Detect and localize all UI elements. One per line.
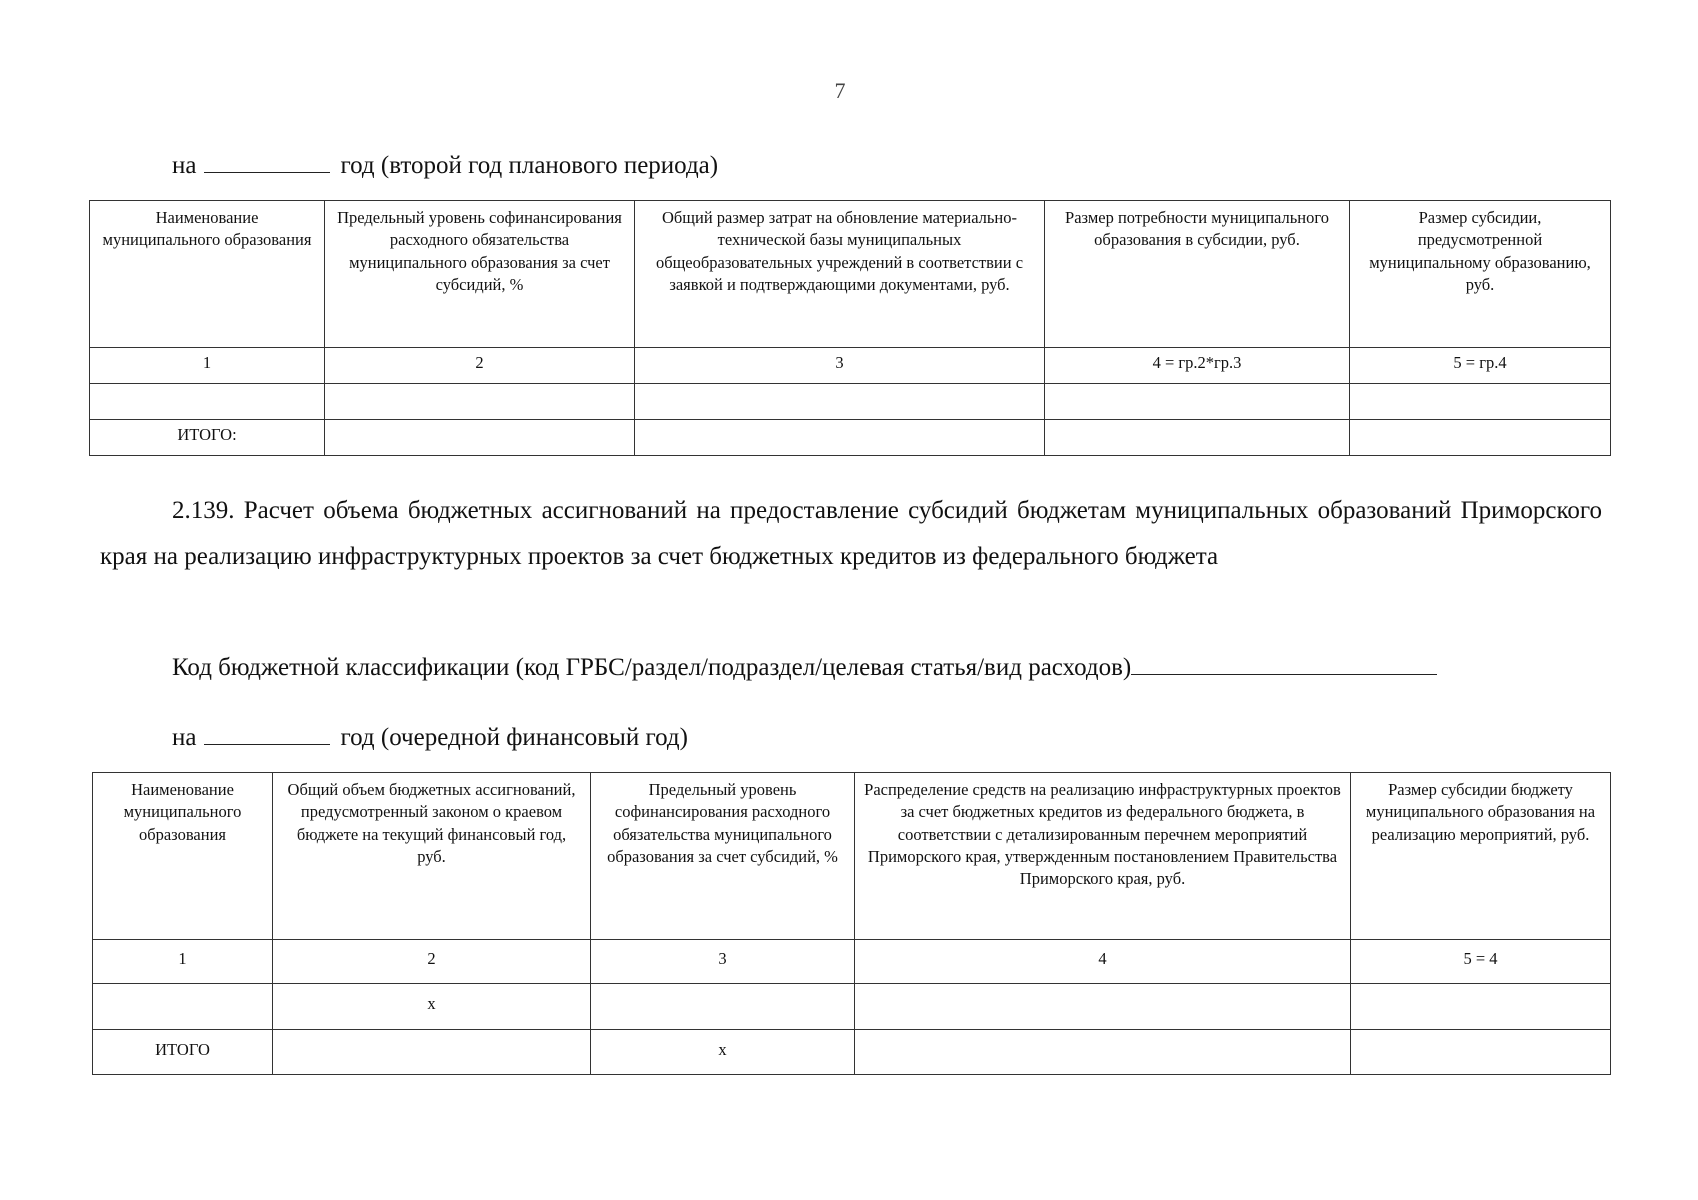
table-header-row <box>90 201 1611 348</box>
empty-cell <box>1045 420 1350 456</box>
table-header-row <box>93 773 1611 940</box>
header-cell: Общий объем бюджетных ассигнований, предусмотренный законом о краевом бюджете на текущий финансовый год, руб. <box>273 773 591 940</box>
header-cell: Наименование муниципального образования <box>93 773 273 940</box>
column-number: 3 <box>635 348 1045 384</box>
column-number: 4 <box>855 940 1351 984</box>
year-blank-field <box>204 743 330 745</box>
period-prefix: на <box>172 152 197 179</box>
empty-cell <box>273 1030 591 1075</box>
column-number: 2 <box>325 348 635 384</box>
budget-classification-line <box>172 654 1437 682</box>
column-number: 5 = гр.4 <box>1350 348 1611 384</box>
section-heading: 2.139. Расчет объема бюджетных ассигнований на предоставление субсидий бюджетам муниципальных образований Приморского края на реализацию инфраструктурных проектов за счет бюджетных кредитов из федерального бюджета <box>100 497 1602 570</box>
column-number: 1 <box>90 348 325 384</box>
empty-cell <box>1350 384 1611 420</box>
not-applicable-mark: х <box>591 1030 855 1075</box>
period-prefix: на <box>172 724 197 751</box>
budget-code-blank-field <box>1131 673 1437 675</box>
total-row <box>93 1030 1611 1075</box>
empty-cell <box>93 984 273 1030</box>
empty-cell <box>855 984 1351 1030</box>
column-number-row <box>93 940 1611 984</box>
empty-cell <box>1350 420 1611 456</box>
header-cell: Общий размер затрат на обновление материально-технической базы муниципальных общеобразовательных учреждений в соответствии с заявкой и подтверждающими документами, руб. <box>635 201 1045 348</box>
total-row <box>90 420 1611 456</box>
header-cell: Наименование муниципального образования <box>90 201 325 348</box>
header-cell: Размер субсидии бюджету муниципального образования на реализацию мероприятий, руб. <box>1351 773 1611 940</box>
budget-classification-label: Код бюджетной классификации (код ГРБС/раздел/подраздел/целевая статья/вид расходов) <box>172 654 1132 681</box>
empty-cell <box>635 420 1045 456</box>
column-number: 1 <box>93 940 273 984</box>
column-number: 5 = 4 <box>1351 940 1611 984</box>
column-number: 4 = гр.2*гр.3 <box>1045 348 1350 384</box>
subsidy-table-1 <box>89 200 1611 456</box>
empty-cell <box>1351 1030 1611 1075</box>
column-number-row <box>90 348 1611 384</box>
period-line-2 <box>172 724 688 752</box>
empty-cell <box>90 384 325 420</box>
table-row <box>90 384 1611 420</box>
total-label: ИТОГО: <box>90 420 325 456</box>
subsidy-table-2 <box>92 772 1611 1075</box>
header-cell: Размер потребности муниципального образования в субсидии, руб. <box>1045 201 1350 348</box>
header-cell: Предельный уровень софинансирования расходного обязательства муниципального образования за счет субсидий, % <box>591 773 855 940</box>
page-number: 7 <box>834 78 846 103</box>
total-label: ИТОГО <box>93 1030 273 1075</box>
year-blank-field <box>204 171 330 173</box>
period-suffix: год (очередной финансовый год) <box>340 724 688 751</box>
header-cell: Распределение средств на реализацию инфраструктурных проектов за счет бюджетных кредитов из федерального бюджета, в соответствии с детализированным перечнем мероприятий Приморского края, утвержденным постановлением Правительства Приморского края, руб. <box>855 773 1351 940</box>
column-number: 2 <box>273 940 591 984</box>
empty-cell <box>1045 384 1350 420</box>
empty-cell <box>855 1030 1351 1075</box>
table-row <box>93 984 1611 1030</box>
empty-cell <box>591 984 855 1030</box>
empty-cell <box>325 384 635 420</box>
header-cell: Размер субсидии, предусмотренной муниципальному образованию, руб. <box>1350 201 1611 348</box>
period-suffix: год (второй год планового периода) <box>340 152 719 179</box>
empty-cell <box>1351 984 1611 1030</box>
header-cell: Предельный уровень софинансирования расходного обязательства муниципального образования за счет субсидий, % <box>325 201 635 348</box>
period-line-1 <box>172 152 718 180</box>
empty-cell <box>325 420 635 456</box>
column-number: 3 <box>591 940 855 984</box>
not-applicable-mark: х <box>273 984 591 1030</box>
empty-cell <box>635 384 1045 420</box>
